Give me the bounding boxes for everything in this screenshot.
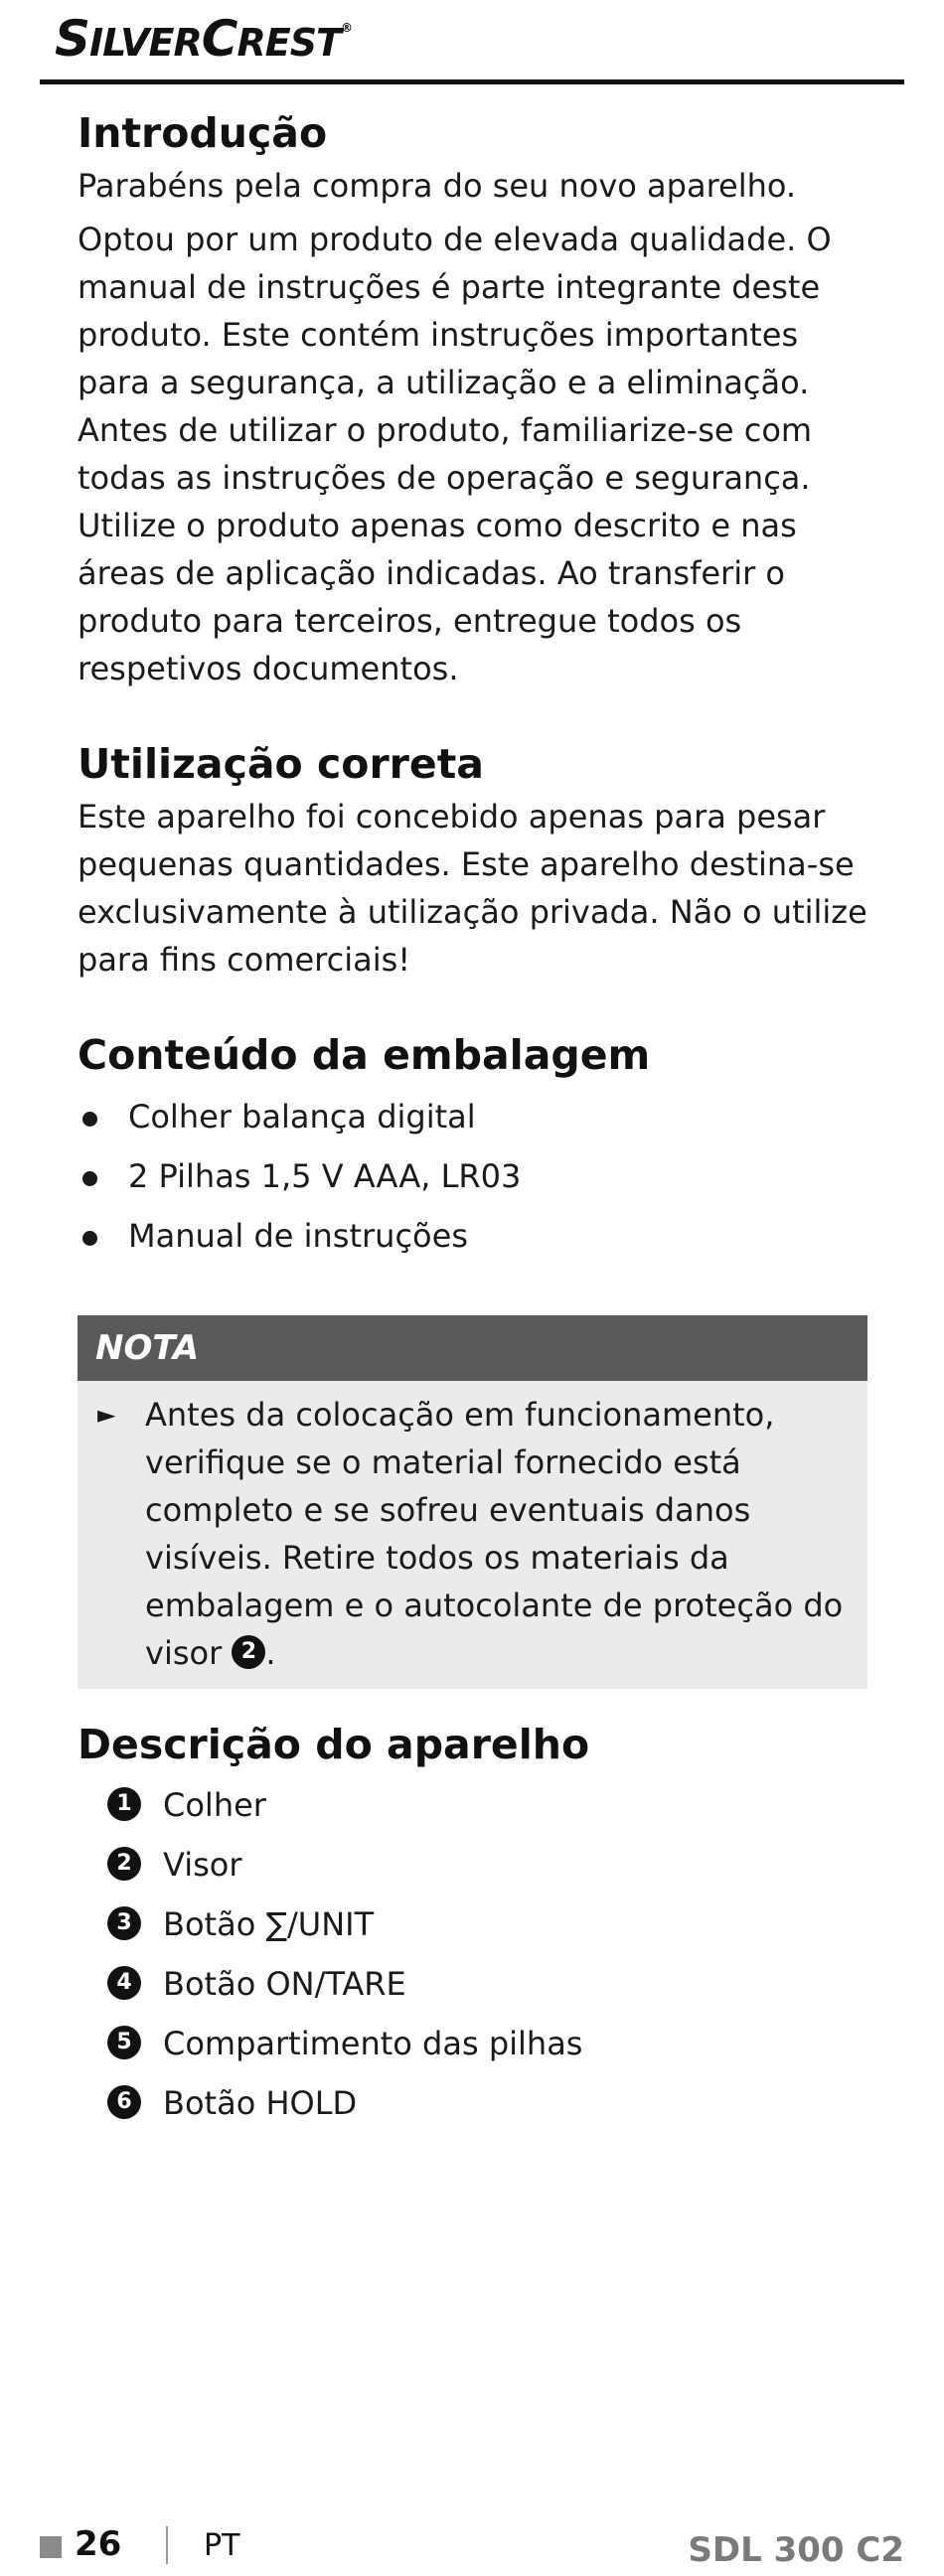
part-number-badge: 6 <box>107 2085 141 2119</box>
header-rule <box>40 79 904 84</box>
page-footer <box>40 2520 904 2576</box>
list-item: 2 Visor <box>78 1835 872 1894</box>
section-correct-use <box>78 740 872 984</box>
footer-divider <box>166 2526 168 2564</box>
model-number: SDL 300 C2 <box>688 2530 904 2570</box>
list-item: Colher balança digital <box>78 1087 872 1146</box>
part-number-badge: 5 <box>107 2026 141 2059</box>
contents-list <box>78 1087 872 1266</box>
note-text: Antes da colocação em funcionamento, verifique se o material fornecido está completo e se sofreu eventuais danos visíveis. Retire todos os materiais da embalagem e o autocolante de proteção do visor 2 . <box>145 1395 844 1672</box>
bullet-icon <box>82 1112 97 1127</box>
list-item: 4 Botão ON/TARE <box>78 1954 872 2014</box>
list-item: 6 Botão HOLD <box>78 2073 872 2133</box>
note-body <box>78 1381 867 1689</box>
square-marker-icon <box>40 2536 62 2558</box>
arrow-right-icon: ► <box>97 1400 116 1429</box>
parts-list <box>78 1775 872 2133</box>
list-item: 3 Botão ∑/UNIT <box>78 1894 872 1954</box>
intro-paragraph-2: Optou por um produto de elevada qualidade. O manual de instruções é parte integrante deste produto. Este contém instruções importantes para a segurança, a utilização e a eliminação. Antes de utilizar o produto, familiarize-se com todas as instruções de operação e segurança. Utilize o produto apenas como descrito e nas áreas de aplicação indicadas. Ao transferir o produto para terceiros, entregue todos os respetivos documentos. <box>78 221 832 688</box>
list-item: 1 Colher <box>78 1775 872 1835</box>
note-box <box>78 1315 867 1689</box>
intro-paragraph-1: Parabéns pela compra do seu novo aparelho. <box>78 167 797 206</box>
usage-heading: Utilização correta <box>78 740 484 789</box>
bullet-icon <box>82 1231 97 1246</box>
brand-logo: SILVERCREST® <box>55 10 352 68</box>
part-number-badge: 2 <box>107 1847 141 1881</box>
page-content <box>78 109 872 2133</box>
section-package-contents <box>78 1031 872 1265</box>
contents-heading: Conteúdo da embalagem <box>78 1031 651 1080</box>
language-code: PT <box>204 2528 240 2563</box>
section-introduction <box>78 109 872 692</box>
ref-number-badge: 2 <box>232 1635 265 1669</box>
list-item: 5 Compartimento das pilhas <box>78 2014 872 2073</box>
part-number-badge: 1 <box>107 1787 141 1821</box>
intro-heading: Introdução <box>78 109 328 157</box>
section-device-description <box>78 1721 872 2133</box>
note-label: NOTA <box>78 1315 867 1381</box>
description-heading: Descrição do aparelho <box>78 1720 590 1768</box>
part-number-badge: 3 <box>107 1906 141 1940</box>
list-item: Manual de instruções <box>78 1206 872 1266</box>
page-number: 26 <box>75 2524 122 2564</box>
list-item: 2 Pilhas 1,5 V AAA, LR03 <box>78 1146 872 1206</box>
usage-paragraph: Este aparelho foi concebido apenas para pesar pequenas quantidades. Este aparelho destina-se exclusivamente à utilização privada. Não o utilize para fins comerciais! <box>78 798 867 980</box>
bullet-icon <box>82 1171 97 1186</box>
part-number-badge: 4 <box>107 1966 141 2000</box>
